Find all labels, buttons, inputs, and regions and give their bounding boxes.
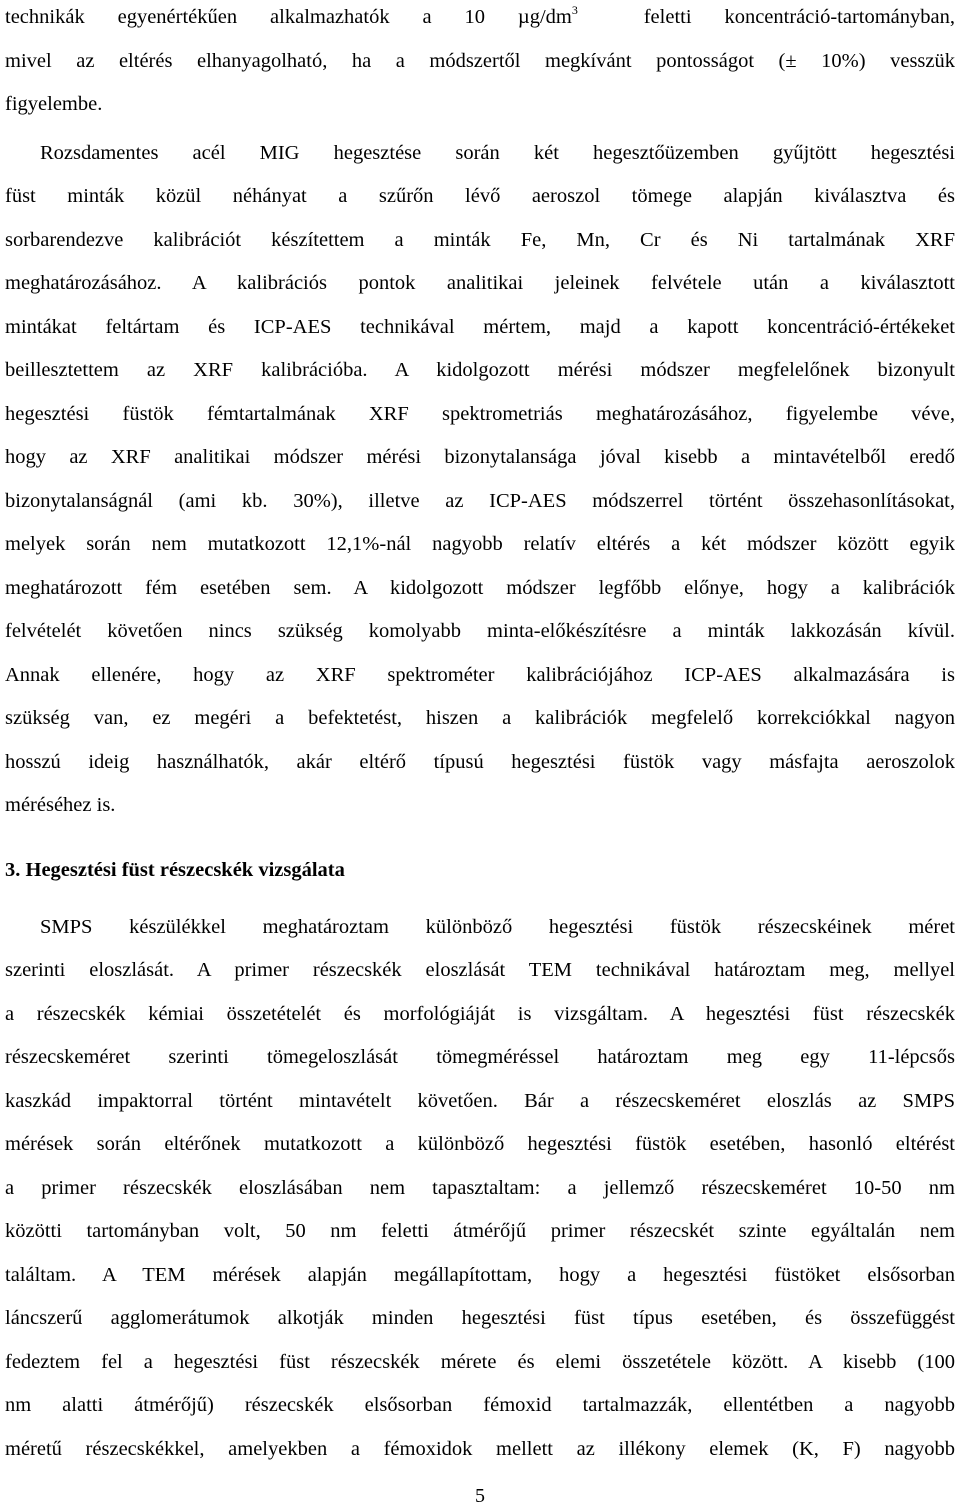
body-line-1-tail: feletti koncentráció-tartományban, — [643, 6, 955, 28]
body-line: mintákat feltártam és ICP-AES technikával mértem, majd a kapott koncentráció-értékeket — [5, 316, 955, 338]
body-line: meghatározásához. A kalibrációs pontok analitikai jeleinek felvétele után a kiválasztott — [5, 272, 955, 294]
page-number: 5 — [475, 1485, 485, 1507]
section-line: fedeztem fel a hegesztési füst részecskék mérete és elemi összetétele között. A kisebb (100 — [5, 1351, 955, 1373]
body-line-1 — [5, 5, 955, 29]
body-line: hogy az XRF analitikai módszer mérési bizonytalansága jóval kisebb a mintavételből eredő — [5, 446, 955, 468]
body-line: felvételét követően nincs szükség komolyabb minta-előkészítésre a minták lakkozásán kívül. — [5, 620, 955, 642]
body-line: méréséhez is. — [5, 794, 116, 816]
section-line: szerinti eloszlását. A primer részecskék eloszlását TEM technikával határoztam meg, mellyel — [5, 959, 955, 981]
body-line: mivel az eltérés elhanyagolható, ha a módszertől megkívánt pontosságot (± 10%) vesszük — [5, 50, 955, 72]
section-heading: 3. Hegesztési füst részecskék vizsgálata — [5, 859, 345, 881]
section-line: találtam. A TEM mérések alapján megállapítottam, hogy a hegesztési füstöket elsősorban — [5, 1264, 955, 1286]
section-line: közötti tartományban volt, 50 nm feletti átmérőjű primer részecskét szinte egyáltalán nem — [5, 1220, 955, 1242]
section-line: a részecskék kémiai összetételét és morfológiáját is vizsgáltam. A hegesztési füst részecskék — [5, 1003, 955, 1025]
section-line: mérések során eltérőnek mutatkozott a különböző hegesztési füstök esetében, hasonló eltérést — [5, 1133, 955, 1155]
section-line: kaszkád impaktorral történt mintavételt követően. Bár a részecskeméret eloszlás az SMPS — [5, 1090, 955, 1112]
section-line: részecskeméret szerinti tömegeloszlását tömegméréssel határoztam meg egy 11-lépcsős — [5, 1046, 955, 1068]
body-line: szükség van, ez megéri a befektetést, hiszen a kalibrációk megfelelő korrekciókkal nagyon — [5, 707, 955, 729]
body-line: figyelembe. — [5, 93, 103, 115]
body-line: beillesztettem az XRF kalibrációba. A kidolgozott mérési módszer megfelelőnek bizonyult — [5, 359, 955, 381]
section-line: láncszerű agglomerátumok alkotják minden hegesztési füst típus esetében, és összefüggést — [5, 1307, 955, 1329]
body-line: Rozsdamentes acél MIG hegesztése során két hegesztőüzemben gyűjtött hegesztési — [40, 142, 955, 164]
body-line: hegesztési füstök fémtartalmának XRF spektrometriás meghatározásához, figyelembe véve, — [5, 403, 955, 425]
section-line: SMPS készülékkel meghatároztam különböző hegesztési füstök részecskéinek méret — [40, 916, 955, 938]
section-line: nm alatti átmérőjű) részecskék elsősorban fémoxid tartalmazzák, ellentétben a nagyobb — [5, 1394, 955, 1416]
body-line: melyek során nem mutatkozott 12,1%-nál nagyobb relatív eltérés a két módszer között egyik — [5, 533, 955, 555]
body-line: bizonytalanságnál (ami kb. 30%), illetve az ICP-AES módszerrel történt összehasonlításokat, — [5, 490, 955, 512]
superscript: 3 — [571, 3, 578, 17]
body-line: hosszú ideig használhatók, akár eltérő típusú hegesztési füstök vagy másfajta aeroszolok — [5, 751, 955, 773]
body-line: meghatározott fém esetében sem. A kidolgozott módszer legfőbb előnye, hogy a kalibrációk — [5, 577, 955, 599]
body-line-1-text: technikák egyenértékűen alkalmazhatók a 10 µg/dm — [5, 6, 572, 28]
body-line: sorbarendezve kalibrációt készítettem a minták Fe, Mn, Cr és Ni tartalmának XRF — [5, 229, 955, 251]
section-line: méretű részecskékkel, amelyekben a fémoxidok mellett az illékony elemek (K, F) nagyobb — [5, 1438, 955, 1460]
body-line: füst minták közül néhányat a szűrőn lévő aeroszol tömege alapján kiválasztva és — [5, 185, 955, 207]
section-line: a primer részecskék eloszlásában nem tapasztaltam: a jellemző részecskeméret 10-50 nm — [5, 1177, 955, 1199]
body-line: Annak ellenére, hogy az XRF spektrométer kalibrációjához ICP-AES alkalmazására is — [5, 664, 955, 686]
